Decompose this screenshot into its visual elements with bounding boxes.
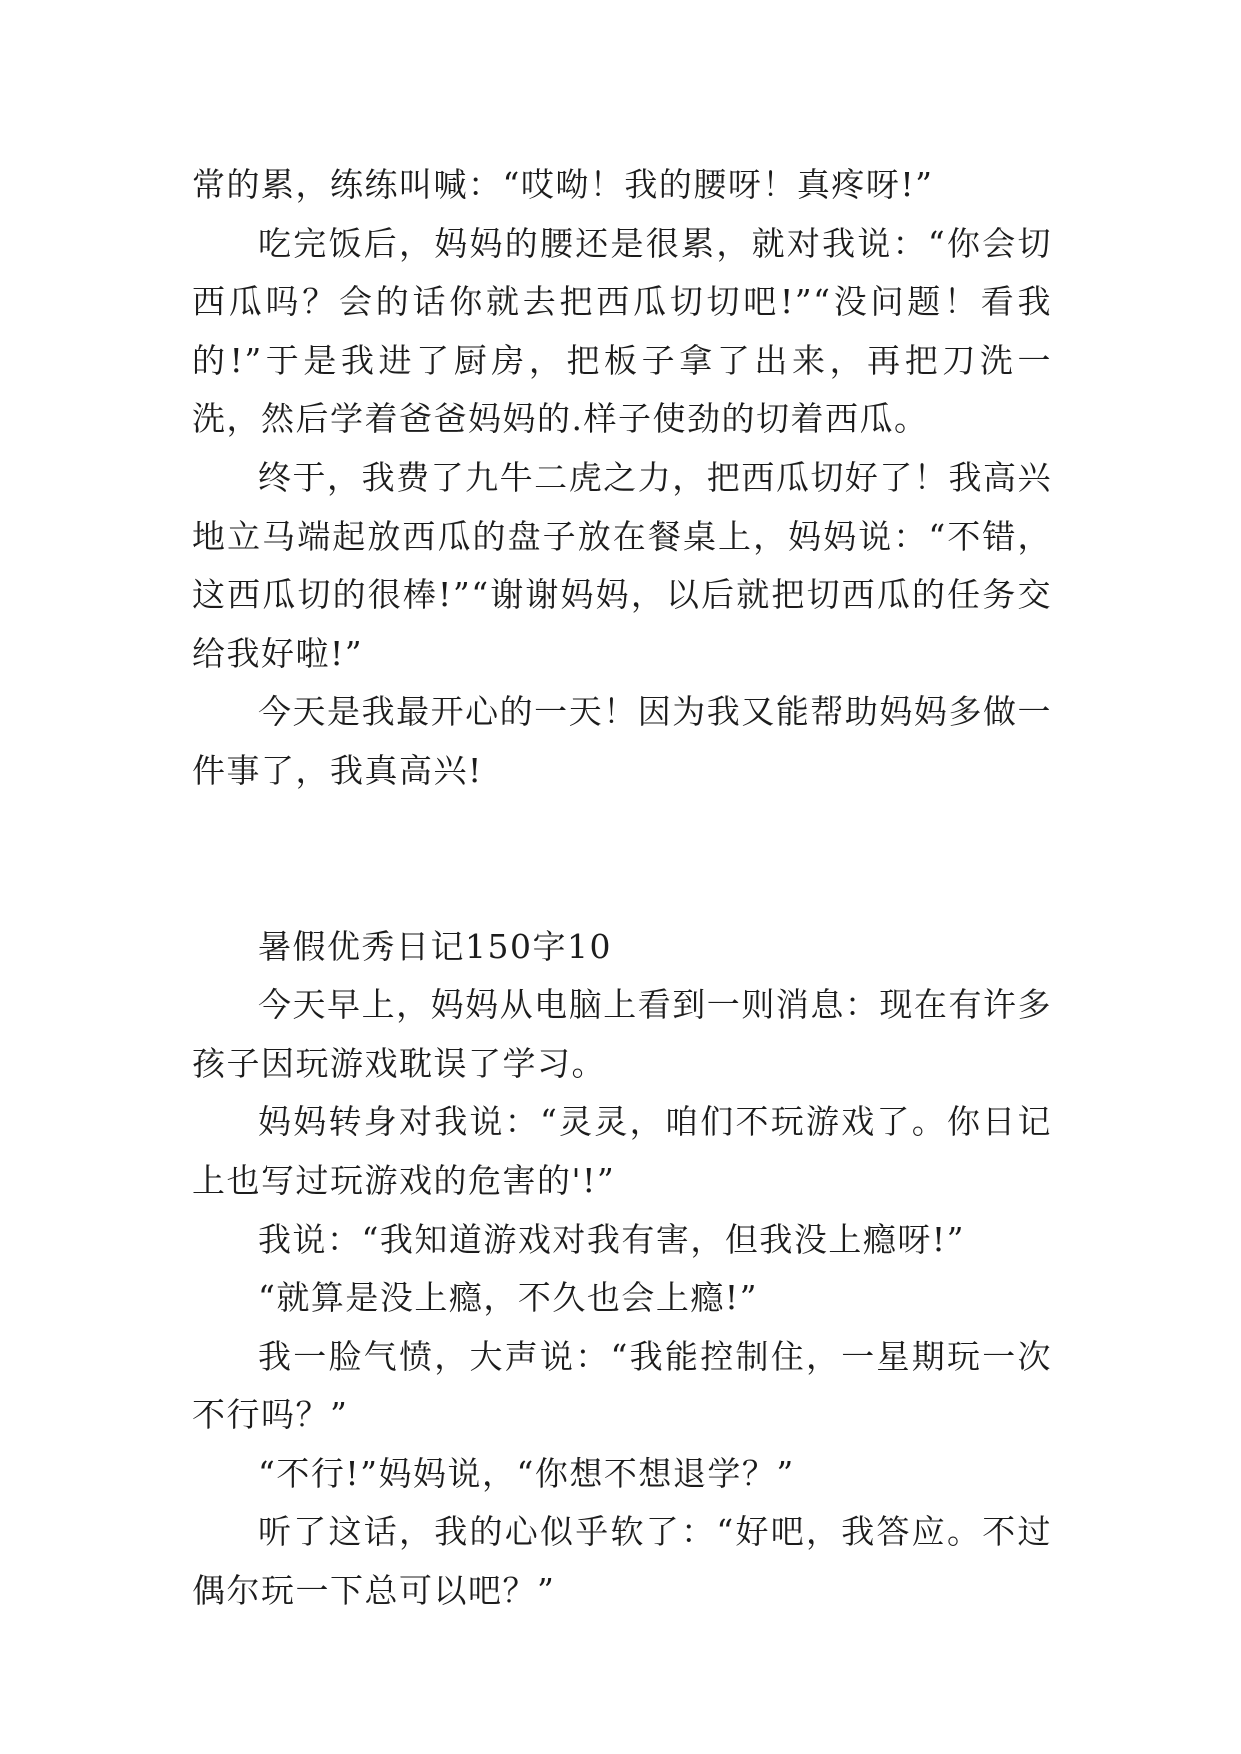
- paragraph: 终于，我费了九牛二虎之力，把西瓜切好了！我高兴地立马端起放西瓜的盘子放在餐桌上，妈妈说：“不错，这西瓜切的很棒!”“谢谢妈妈，以后就把切西瓜的任务交给我好啦!”: [192, 457, 1052, 673]
- section-title: 暑假优秀日记150字10: [258, 926, 612, 966]
- paragraph: 吃完饭后，妈妈的腰还是很累，就对我说：“你会切西瓜吗？会的话你就去把西瓜切切吧!”“没问题！看我的!”于是我进了厨房，把板子拿了出来，再把刀洗一洗，然后学着爸爸妈妈的.样子使劲的切着西瓜。: [192, 223, 1052, 439]
- document-body: [192, 156, 1052, 1621]
- paragraph: “就算是没上瘾，不久也会上瘾!”: [258, 1278, 759, 1318]
- paragraph: 我一脸气愤，大声说：“我能控制住，一星期玩一次不行吗？”: [192, 1336, 1052, 1435]
- paragraph: 今天早上，妈妈从电脑上看到一则消息：现在有许多孩子因玩游戏耽误了学习。: [192, 985, 1052, 1083]
- paragraph: 我说：“我知道游戏对我有害，但我没上瘾呀!”: [258, 1219, 966, 1259]
- paragraph: 妈妈转身对我说：“灵灵，咱们不玩游戏了。你日记上也写过玩游戏的危害的'!”: [192, 1102, 1052, 1200]
- paragraph: “不行!”妈妈说，“你想不想退学？”: [258, 1453, 795, 1493]
- paragraph: 今天是我最开心的一天！因为我又能帮助妈妈多做一件事了，我真高兴!: [192, 692, 1052, 790]
- paragraph-continued: 常的累，练练叫喊：“哎呦！我的腰呀！真疼呀!”: [192, 165, 934, 204]
- section-spacer: [192, 801, 1052, 918]
- paragraph: 听了这话，我的心似乎软了：“好吧，我答应。不过偶尔玩一下总可以吧？”: [192, 1512, 1052, 1611]
